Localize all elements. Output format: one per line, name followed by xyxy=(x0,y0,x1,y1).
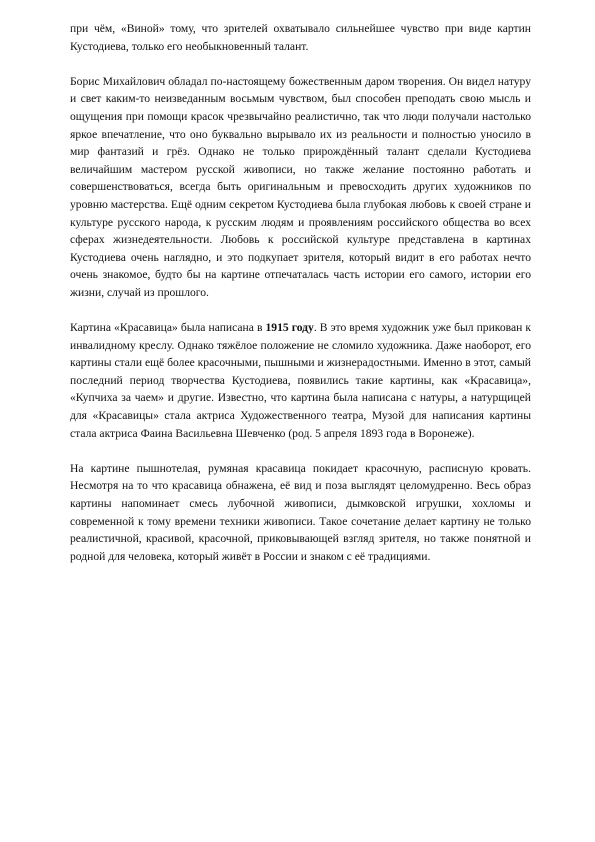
paragraph-kustodiev-talent: Борис Михайлович обладал по-настоящему божественным даром творения. Он видел натуру и свет каким-то неизведанным восьмым чувством, был способен преподать свою мысль и ощущения при помощи красок чрезвычайно реалистично, так что люди получали настолько яркое впечатление, что оно буквально вырывало их из реальности и полностью уносило в мир фантазий и грёз. Однако не только прирождённый талант сделали Кустодиева величайшим мастером русской живописи, но также желание постоянно работать и совершенствоваться, всегда быть оригинальным и превосходить других художников по уровню мастерства. Ещё одним секретом Кустодиева была глубокая любовь к своей стране и культуре русского народа, к русским людям и проявлениям российского общества во всех сферах жизнедеятельности. Любовь к российской культуре представлена в картинах Кустодиева очень наглядно, и это подкупает зрителя, который видит в его работах нечто очень знакомое, будто бы на картине отпечаталась часть истории его самого, истории его жизни, случай из прошлого. xyxy=(70,74,531,299)
year-emphasis: 1915 году xyxy=(265,321,314,335)
paragraph-text-start: Картина «Красавица» была написана в xyxy=(70,321,266,335)
paragraph-painting-description: На картине пышнотелая, румяная красавица покидает красочную, расписную кровать. Несмотря на то что красавица обнажена, её вид и поза выглядят целомудренно. Весь образ картины напоминает смесь лубочной живописи, дымковской игрушки, хохломы и современной к тому времени техники живописи. Такое сочетание делает картину не только реалистичной, красивой, красочной, приковывающей взгляд зрителя, но также понятной и родной для человека, который живёт в России и знаком с её традициями. xyxy=(70,461,531,563)
paragraph-intro-continuation: при чём, «Виной» тому, что зрителей охватывало сильнейшее чувство при виде картин Кустодиева, только его необыкновенный талант. xyxy=(70,22,531,53)
document-page xyxy=(70,20,531,565)
paragraph-text-end: . В это время художник уже был прикован к инвалидному креслу. Однако тяжёлое положение не сломило художника. Даже наоборот, его картины стали ещё более красочными, пышными и жизнерадостными. Именно в этот, самый последний период творчества Кустодиева, появились такие картины, как «Красавица», «Купчиха за чаем» и другие. Известно, что картина была написана с натуры, а натурщицей для «Красавицы» стала актриса Художественного театра, Музой для написания картины стала актриса Фаина Васильевна Шевченко (род. 5 апреля 1893 года в Воронеже). xyxy=(70,321,532,440)
paragraph-krasavitsa-history xyxy=(70,319,531,442)
